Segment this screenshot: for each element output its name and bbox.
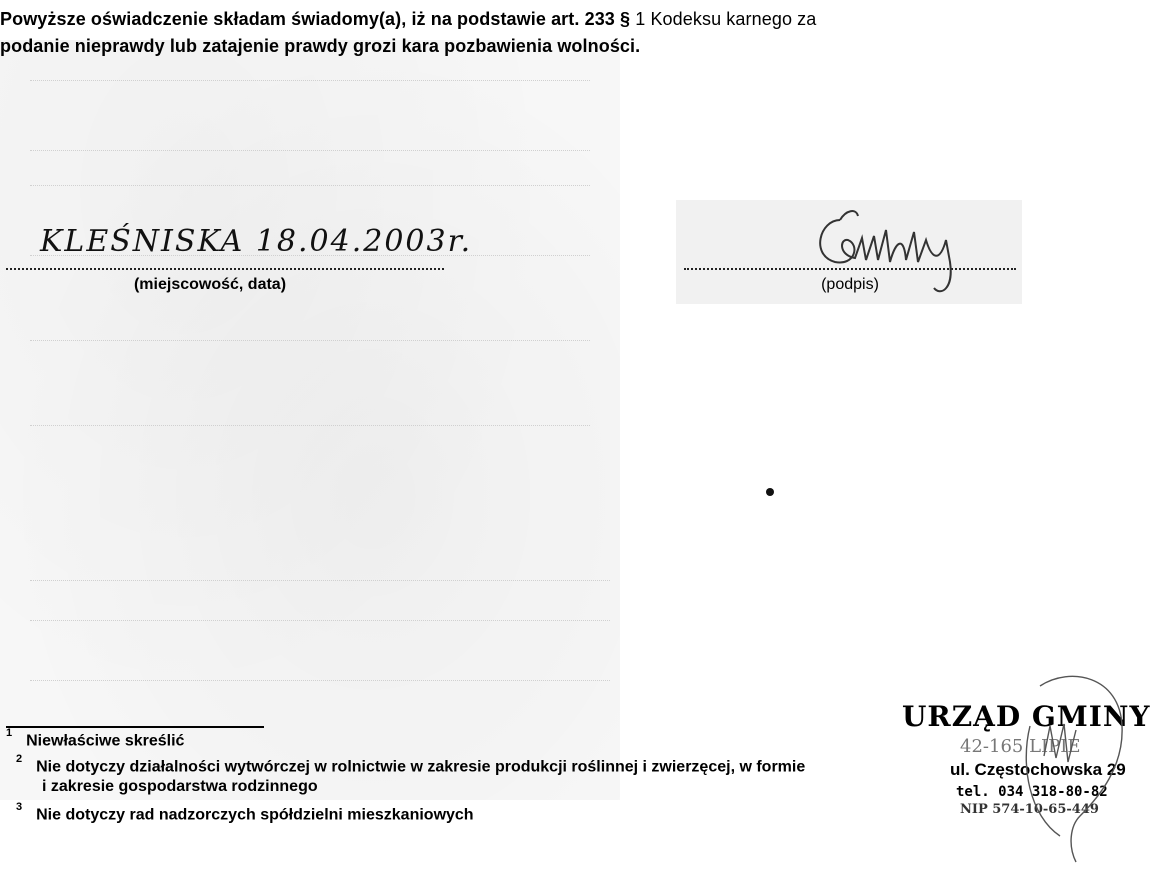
office-stamp bbox=[880, 660, 1151, 872]
ghost-line bbox=[30, 80, 590, 81]
stamp-title: URZĄD GMINY bbox=[902, 700, 1151, 733]
footnote-2-continued: i zakresie gospodarstwa rodzinnego bbox=[42, 778, 318, 795]
stamp-postal: 42-165 LIPIE bbox=[960, 736, 1081, 757]
place-date-label: (miejscowość, data) bbox=[133, 276, 287, 293]
ghost-line bbox=[30, 340, 590, 341]
statement-line-1-normal: 1 Kodeksu karnego za bbox=[630, 9, 817, 29]
stamp-nip: NIP 574-10-65-449 bbox=[960, 802, 1099, 817]
footnote-2-number: 2 bbox=[16, 753, 23, 765]
ghost-line bbox=[30, 620, 610, 621]
footnote-2-text: Nie dotyczy działalności wytwórczej w rolnictwie w zakresie produkcji roślinnej i zwierzęcej, w formie bbox=[36, 758, 806, 776]
footnote-3-text: Nie dotyczy rad nadzorczych spółdzielni mieszkaniowych bbox=[36, 806, 474, 824]
statement-text bbox=[0, 6, 1140, 60]
ink-speck bbox=[766, 488, 774, 496]
footnote-3 bbox=[16, 801, 474, 824]
statement-line-1-bold: Powyższe oświadczenie składam świadomy(a), iż na podstawie art. 233 § bbox=[0, 9, 631, 29]
footnote-3-number: 3 bbox=[16, 801, 23, 813]
statement-line-1 bbox=[0, 6, 1140, 33]
ghost-line bbox=[30, 680, 610, 681]
signature-label: (podpis) bbox=[821, 276, 879, 293]
stamp-signature-scribble bbox=[1010, 666, 1140, 866]
place-date-value: KLEŚNISKA 18.04.2003r. bbox=[40, 224, 473, 259]
footnote-1-text: Niewłaściwe skreślić bbox=[26, 732, 185, 750]
ghost-line bbox=[30, 150, 590, 151]
footnote-rule bbox=[6, 726, 264, 728]
stamp-phone: tel. 034 318-80-82 bbox=[956, 784, 1108, 800]
statement-line-2: podanie nieprawdy lub zatajenie prawdy grozi kara pozbawienia wolności. bbox=[0, 36, 641, 56]
footnote-1 bbox=[6, 727, 185, 750]
footnote-2 bbox=[16, 753, 806, 776]
bleed-through-background bbox=[0, 40, 620, 800]
ghost-line bbox=[30, 185, 590, 186]
ghost-line bbox=[30, 580, 610, 581]
stamp-street: ul. Częstochowska 29 bbox=[950, 760, 1126, 779]
handwritten-place-date bbox=[40, 224, 472, 259]
ghost-line bbox=[30, 425, 590, 426]
footnote-1-number: 1 bbox=[6, 727, 13, 739]
place-date-dotted-line bbox=[6, 268, 444, 270]
